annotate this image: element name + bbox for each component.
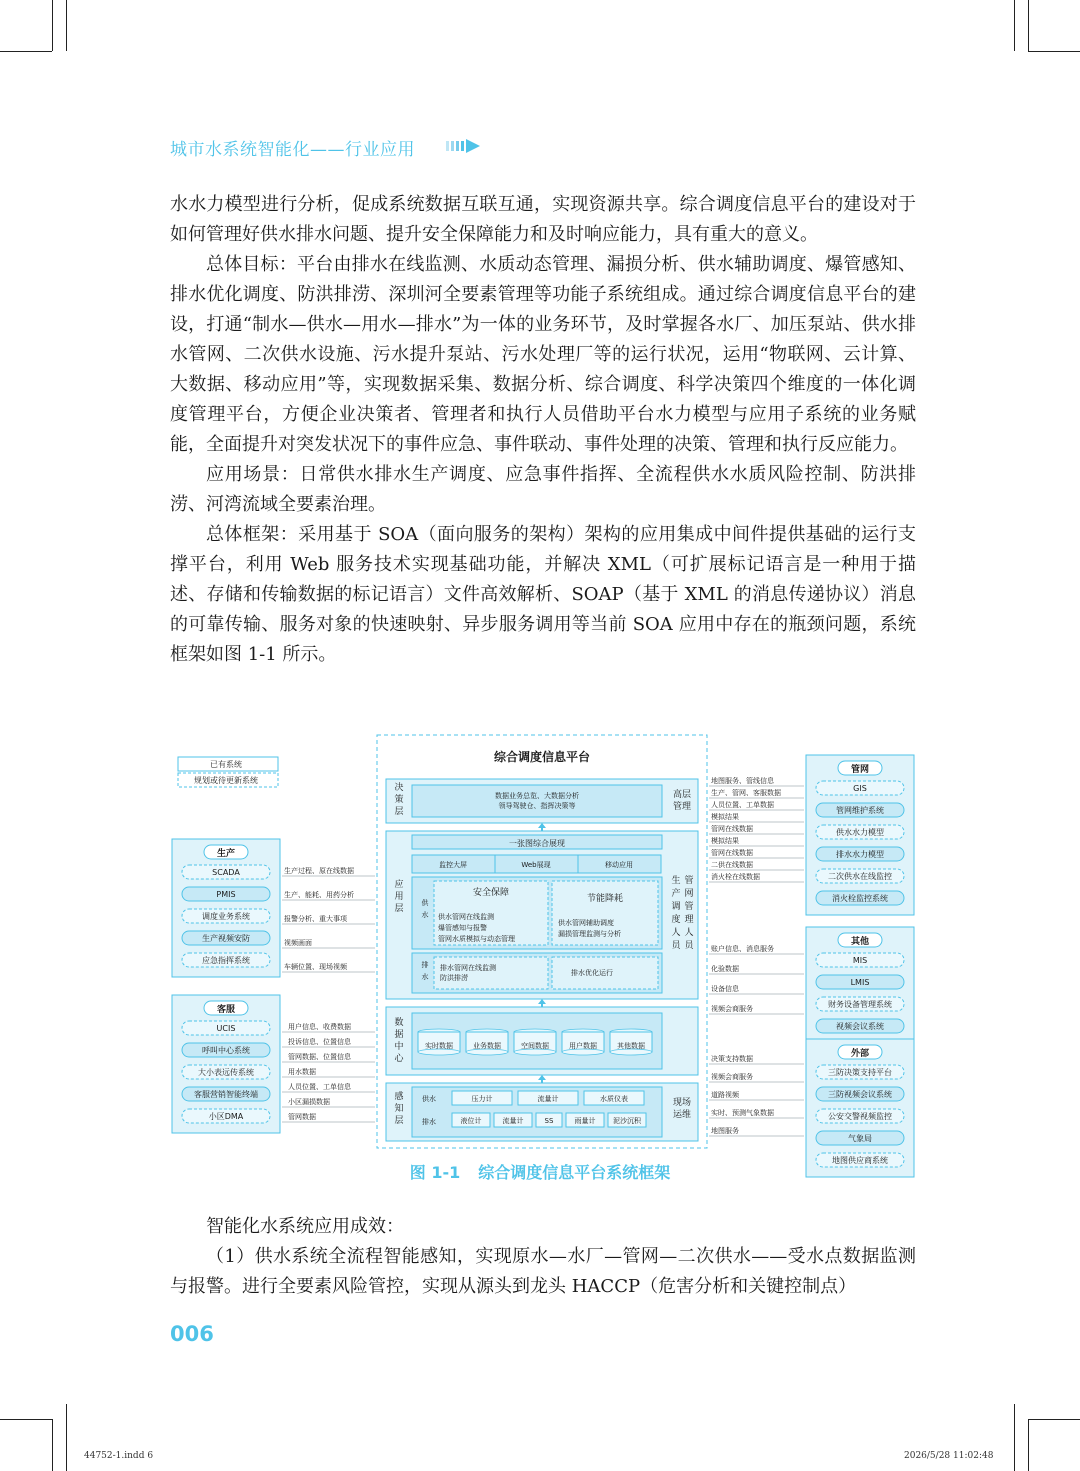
flow-label: 地图服务: [711, 1127, 739, 1135]
legend-planned: 规划或待更新系统: [194, 776, 258, 785]
crop-mark: [52, 1419, 53, 1471]
system-item: MIS: [852, 956, 868, 965]
flow-label: 消火栓在线数据: [711, 873, 760, 881]
app-right-label-1-char: 产: [671, 889, 681, 899]
system-item: SCADA: [212, 868, 240, 877]
system-group-title: 其他: [850, 937, 870, 947]
system-item: 客服营销智能终端: [194, 1090, 258, 1099]
sense-supply-item: 流量计: [537, 1095, 559, 1103]
safety-item: 管网水质模拟与动态管理: [438, 935, 515, 943]
app-right-label-1-char: 调: [671, 902, 681, 912]
system-item: 视频会议系统: [836, 1022, 884, 1031]
system-item: 大小表远传系统: [198, 1068, 254, 1077]
page-number: 006: [170, 1322, 214, 1346]
sense-drain-label: 排水: [422, 1118, 436, 1126]
system-group-title: 外部: [850, 1049, 870, 1059]
decision-right-label: 高层: [672, 790, 692, 800]
crop-mark: [66, 0, 67, 51]
slug-file: 44752-1.indd 6: [84, 1451, 154, 1461]
system-item: 排水水力模型: [836, 850, 884, 859]
system-item: 三防视频会议系统: [828, 1090, 892, 1099]
framework-diagram: [170, 735, 916, 1165]
app-layer-label-char: 用: [394, 892, 404, 902]
figure-number: 图 1-1: [409, 1163, 461, 1182]
running-arrow-icon: [446, 138, 482, 154]
crop-mark: [1028, 1419, 1080, 1420]
data-center-item: 用户数据: [569, 1042, 597, 1050]
crop-mark: [1014, 1404, 1015, 1471]
energy-item: 漏损管理监测与分析: [558, 930, 621, 938]
data-center-label-char: 数: [394, 1018, 404, 1028]
decision-line-2: 领导驾驶仓、指挥决策等: [498, 802, 576, 810]
crop-mark: [1014, 0, 1015, 51]
sense-supply-item: 水质仪表: [600, 1095, 628, 1103]
decision-layer-label: [394, 781, 403, 817]
system-group-title: 生产: [216, 849, 236, 859]
flow-label: 车辆位置、现场视频: [284, 963, 347, 971]
app-tab-label: Web展现: [521, 861, 551, 869]
app-right-label-2-char: 管: [684, 902, 694, 912]
crop-mark: [66, 1404, 67, 1471]
flow-label: 模拟结果: [711, 813, 739, 821]
app-right-label-1-char: 度: [671, 915, 681, 925]
sense-supply-item: 压力计: [471, 1095, 493, 1103]
crop-mark: [0, 51, 52, 52]
sense-layer-label-char: 层: [394, 1116, 404, 1126]
app-tab-label: 监控大屏: [439, 861, 467, 869]
crop-mark: [1028, 1419, 1029, 1471]
drain-right-text: 排水优化运行: [571, 969, 613, 977]
figure-system-framework: [170, 735, 916, 1165]
system-item: 地图供应商系统: [832, 1156, 888, 1165]
paragraph: （1）供水系统全流程智能感知，实现原水—水厂—管网—二次供水——受水点数据监测与报警。进行全要素风险管控，实现从源头到龙头 HACCP（危害分析和关键控制点）: [170, 1246, 916, 1297]
app-right-label-1-char: 人: [671, 928, 681, 938]
sense-layer-label-char: 知: [394, 1104, 404, 1114]
supply-label-char: 供: [421, 899, 429, 907]
system-item: 公安交警视频监控: [828, 1112, 892, 1121]
flow-label: 决策支持数据: [711, 1055, 753, 1063]
decision-layer-label-char: 策: [394, 795, 404, 805]
flow-label: 视频画面: [284, 939, 312, 947]
app-right-label-2-char: 员: [684, 941, 694, 951]
data-center-label-char: 心: [394, 1054, 404, 1064]
sense-drain-item: 雨量计: [574, 1117, 596, 1125]
system-item: UCIS: [216, 1024, 236, 1033]
crop-mark: [1028, 51, 1080, 52]
app-right-label-2-char: 网: [684, 889, 694, 899]
arrow-sense-to-data-head: [538, 1075, 546, 1080]
app-tab-label: 移动应用: [605, 861, 633, 869]
energy-title: 节能降耗: [586, 894, 624, 904]
system-item: 小区DMA: [208, 1112, 244, 1121]
app-right-label-2-char: 理: [684, 915, 694, 925]
decision-layer-label-char: 决: [394, 783, 404, 793]
flow-label: 模拟结果: [711, 837, 739, 845]
system-item: 财务设备管理系统: [828, 1000, 892, 1009]
flow-label: 小区漏损数据: [288, 1098, 330, 1106]
supply-label-char: 水: [421, 911, 429, 919]
flow-label: 用户信息、收费数据: [288, 1023, 351, 1031]
flow-label: 管网数据、位置信息: [288, 1053, 351, 1061]
app-banner-text: 一张图综合展现: [509, 839, 565, 848]
body-text-bottom: [170, 1212, 916, 1302]
body-text-top: [170, 190, 916, 670]
app-right-label-2-char: 人: [684, 928, 694, 938]
energy-item: 供水管网辅助调度: [558, 919, 614, 927]
sense-layer-label: [394, 1090, 403, 1126]
flow-label: 视频会商服务: [711, 1073, 753, 1081]
system-item: 二次供水在线监控: [828, 872, 892, 881]
drain-left-box: [434, 957, 548, 989]
flow-label: 报警分析、重大事项: [284, 915, 347, 923]
figure-caption: [0, 1160, 1080, 1183]
system-group-title: 管网: [850, 765, 870, 775]
safety-item: 供水管网在线监测: [438, 913, 494, 921]
sense-drain-item: 液位计: [460, 1117, 482, 1125]
flow-label: 地图服务、管线信息: [711, 777, 774, 785]
system-item: 消火栓监控系统: [832, 894, 888, 903]
sense-drain-item: 流量计: [502, 1117, 524, 1125]
paragraph: 应用场景：日常供水排水生产调度、应急事件指挥、全流程供水水质风险控制、防洪排涝、河湾流域全要素治理。: [170, 464, 916, 515]
flow-label: 生产、能耗、用药分析: [284, 891, 354, 899]
sense-drain-item: 泥沙沉积: [613, 1117, 641, 1125]
flow-label: 设备信息: [711, 985, 739, 993]
running-title: 城市水系统智能化——行业应用: [170, 140, 415, 160]
flow-label: 二供在线数据: [711, 861, 753, 869]
flow-label: 生产、管网、客服数据: [711, 789, 781, 797]
app-layer-label-char: 应: [394, 880, 404, 890]
sense-right-label: 现场: [672, 1098, 692, 1108]
decision-line-1: 数据业务总览、大数据分析: [495, 792, 579, 800]
system-item: 应急指挥系统: [202, 956, 250, 965]
flow-label: 管网在线数据: [711, 849, 753, 857]
system-item: 调度业务系统: [202, 912, 250, 921]
sense-supply-label: 供水: [422, 1095, 436, 1103]
decision-right-label-2: 管理: [672, 802, 692, 812]
system-item: 气象局: [848, 1134, 872, 1143]
flow-label: 生产过程、原在线数据: [284, 867, 354, 875]
paragraph: 水水力模型进行分析，促成系统数据互联互通，实现资源共享。综合调度信息平台的建设对于如何管理好供水排水问题、提升安全保障能力和及时响应能力，具有重大的意义。: [170, 194, 916, 245]
app-layer-label-char: 层: [394, 904, 404, 914]
sense-right-label-2: 运维: [672, 1110, 692, 1120]
flow-label: 道路视频: [711, 1091, 739, 1099]
arrow-app-to-decision-head: [538, 823, 546, 828]
system-item: LMIS: [850, 978, 870, 987]
flow-label: 化验数据: [711, 965, 739, 973]
system-item: 呼叫中心系统: [202, 1046, 250, 1055]
platform-title: 综合调度信息平台: [493, 750, 591, 764]
figure-title: 综合调度信息平台系统框架: [478, 1163, 671, 1182]
system-item: PMIS: [216, 890, 236, 899]
data-center-item: 业务数据: [473, 1042, 501, 1050]
safety-item: 爆管感知与报警: [438, 924, 487, 932]
slug-timestamp: 2026/5/28 11:02:48: [904, 1451, 994, 1461]
drain-left-item: 排水管网在线监测: [440, 964, 496, 972]
flow-label: 账户信息、消息服务: [711, 945, 774, 953]
sense-drain-item: SS: [544, 1117, 554, 1125]
data-center-item: 空间数据: [521, 1042, 549, 1050]
safety-title: 安全保障: [472, 888, 510, 898]
system-item: 三防决策支持平台: [828, 1068, 892, 1077]
data-center-label-char: 中: [394, 1042, 404, 1052]
flow-label: 人员位置、工单数据: [711, 801, 774, 809]
data-center-item: 实时数据: [425, 1042, 453, 1050]
decision-layer-box: [412, 785, 662, 817]
crop-mark: [52, 0, 53, 51]
data-center-label-char: 据: [394, 1030, 404, 1040]
system-item: 生产视频安防: [202, 934, 250, 943]
app-layer-label: [394, 878, 403, 914]
drain-left-item: 防洪排涝: [440, 974, 468, 982]
app-right-label-1-char: 生: [671, 876, 681, 886]
flow-label: 管网数据: [288, 1113, 316, 1121]
flow-label: 视频会商服务: [711, 1005, 753, 1013]
paragraph: 总体目标：平台由排水在线监测、水质动态管理、漏损分析、供水辅助调度、爆管感知、排水优化调度、防洪排涝、深圳河全要素管理等功能子系统组成。通过综合调度信息平台的建设，打通“制水—供水—用水—排水”为一体的业务环节，及时掌握各水厂、加压泵站、供水排水管网、二次供水设施、污水提升泵站、污水处理厂等的运行状况，运用“物联网、云计算、大数据、移动应用”等，实现数据采集、数据分析、综合调度、科学决策四个维度的一体化调度管理平台，方便企业决策者、管理者和执行人员借助平台水力模型与应用子系统的业务赋能，全面提升对突发状况下的事件应急、事件联动、事件处理的决策、管理和执行反应能力。: [170, 254, 916, 455]
system-group-title: 客服: [216, 1005, 236, 1015]
crop-mark: [0, 1419, 52, 1420]
app-right-label-1-char: 员: [671, 941, 681, 951]
arrow-data-to-app-head: [538, 999, 546, 1004]
system-item: GIS: [853, 784, 867, 793]
crop-mark: [1028, 0, 1029, 51]
flow-label: 实时、预测气象数据: [711, 1109, 774, 1117]
system-item: 供水水力模型: [836, 828, 884, 837]
data-center-item: 其他数据: [617, 1042, 645, 1050]
paragraph: 总体框架：采用基于 SOA（面向服务的架构）架构的应用集成中间件提供基础的运行支撑平台，利用 Web 服务技术实现基础功能，并解决 XML（可扩展标记语言是一种用于描述、存储和传输数据的标记语言）文件高效解析、SOAP（基于 XML 的消息传递协议）消息的可靠传输、服务对象的快速映射、异步服务调用等当前 SOA 应用中存在的瓶颈问题，系统框架如图 1-1 所示。: [170, 524, 916, 665]
app-right-label-2-char: 管: [684, 876, 694, 886]
flow-label: 人员位置、工单信息: [288, 1083, 351, 1091]
flow-label: 投诉信息、位置信息: [288, 1038, 351, 1046]
flow-label: 用水数据: [288, 1068, 316, 1076]
drain-label-char: 水: [421, 973, 429, 981]
system-item: 管网维护系统: [836, 806, 884, 815]
decision-layer-label-char: 层: [394, 807, 404, 817]
paragraph: 智能化水系统应用成效：: [206, 1216, 404, 1237]
drain-label-char: 排: [421, 961, 429, 969]
legend-existing: 已有系统: [210, 760, 242, 769]
sense-layer-label-char: 感: [394, 1092, 404, 1102]
flow-label: 管网在线数据: [711, 825, 753, 833]
